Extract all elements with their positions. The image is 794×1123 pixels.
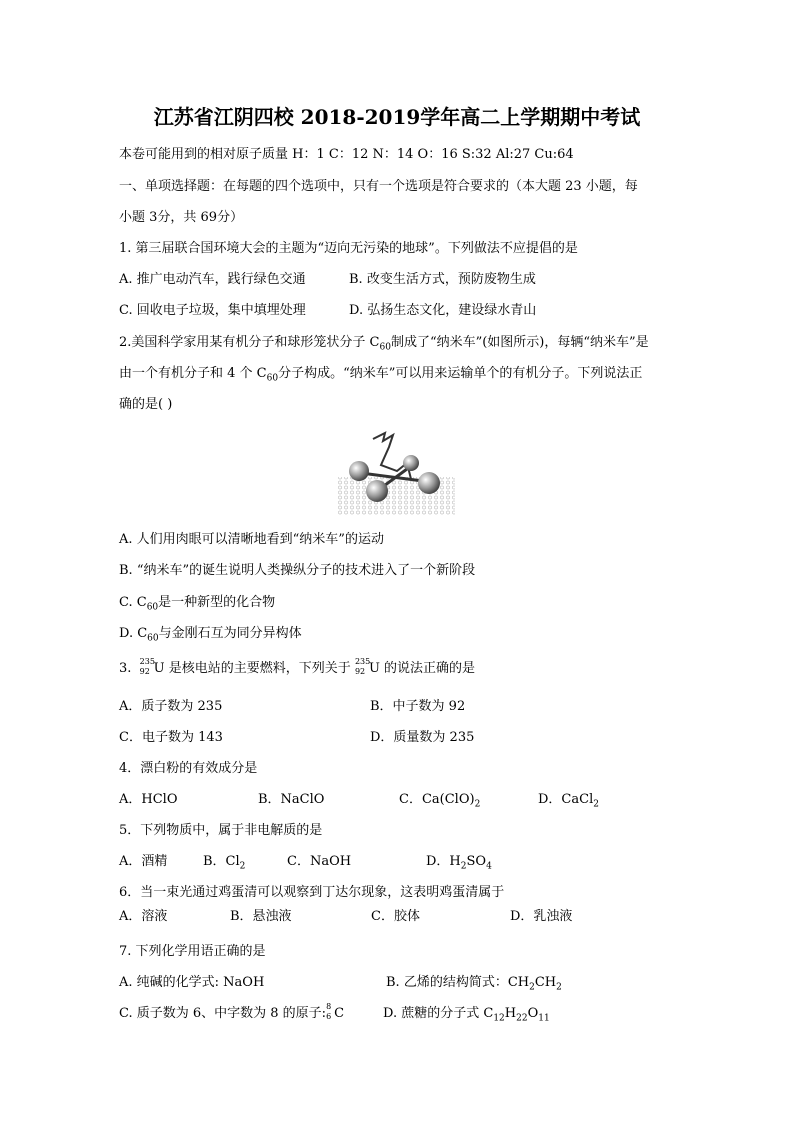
nanocar-figure <box>337 425 455 515</box>
q3-option-a: A．质子数为 235 <box>119 699 223 714</box>
q3-option-c: C．电子数为 143 <box>119 730 223 745</box>
nuclide-notation: 8 6 <box>326 1002 332 1021</box>
q4-option-b: B．NaClO <box>258 792 325 807</box>
q1-option-a: A. 推广电动汽车，践行绿色交通 <box>119 272 306 287</box>
q2-stem-line2: 由一个有机分子和 4 个 $C_{60}$分子构成。“纳米车”可以用来运输单个的有机分子。下列说法正 <box>119 366 643 384</box>
q6-option-b: B．悬浊液 <box>230 909 292 924</box>
q1-stem: 1. 第三届联合国环境大会的主题为“迈向无污染的地球”。下列做法不应提倡的是 <box>119 241 578 256</box>
nuclide-notation: 235 92 <box>354 657 371 676</box>
atomic-masses: 本卷可能用到的相对原子质量 H：1 C：12 N：14 O：16 S:32 Al:27 Cu:64 <box>119 147 574 162</box>
q2-stem-line1: 2.美国科学家用某有机分子和球形笼状分子 $C_{60}$制成了“纳米车”(如图所示)，每辆“纳米车”是 <box>119 335 649 353</box>
q5-option-a: A．酒精 <box>119 854 168 869</box>
q6-option-d: D．乳浊液 <box>510 909 573 924</box>
q5-option-b: B．$Cl_2$ <box>203 854 246 872</box>
q4-stem: 4．漂白粉的有效成分是 <box>119 761 258 776</box>
q2-option-b: B. “纳米车”的诞生说明人类操纵分子的技术进入了一个新阶段 <box>119 563 476 578</box>
q7-option-a: A. 纯碱的化学式: NaOH <box>119 975 265 990</box>
q5-option-c: C．NaOH <box>287 854 352 869</box>
q5-option-d: D．$H_2SO_4$ <box>426 854 492 872</box>
section1-heading-line2: 小题 3分，共 69分） <box>119 210 244 225</box>
q4-option-d: D．CaCl$_2$ <box>538 792 599 810</box>
q6-option-a: A．溶液 <box>119 909 168 924</box>
q2-option-d: D. $C_{60}$与金刚石互为同分异构体 <box>119 626 302 644</box>
q3-option-d: D．质量数为 235 <box>370 730 475 745</box>
q4-option-c: C．$Ca(ClO)_2$ <box>399 792 481 810</box>
q2-option-a: A. 人们用肉眼可以清晰地看到“纳米车”的运动 <box>119 532 384 547</box>
q1-option-d: D. 弘扬生态文化，建设绿水青山 <box>349 303 537 318</box>
q3-stem: 3. 235 92 U 是核电站的主要燃料，下列关于 235 92 U 的说法正确的是 <box>119 657 476 676</box>
q5-stem: 5．下列物质中，属于非电解质的是 <box>119 823 323 838</box>
q2-option-c: C. $C_{60}$是一种新型的化合物 <box>119 595 276 613</box>
q7-option-b: B. 乙烯的结构简式：$CH_2CH_2$ <box>386 975 562 993</box>
nuclide-notation: 235 92 <box>139 657 155 676</box>
q7-stem: 7. 下列化学用语正确的是 <box>119 944 266 959</box>
q7-option-d: D. 蔗糖的分子式 $C_{12}H_{22}O_{11}$ <box>383 1006 550 1024</box>
exam-title: 江苏省江阴四校 2018-2019学年高二上学期期中考试 <box>153 105 641 129</box>
q6-option-c: C．胶体 <box>371 909 420 924</box>
q4-option-a: A．HClO <box>119 792 178 807</box>
q1-option-b: B. 改变生活方式，预防废物生成 <box>349 272 536 287</box>
q6-stem: 6．当一束光通过鸡蛋清可以观察到丁达尔现象，这表明鸡蛋清属于 <box>119 885 505 900</box>
q2-stem-line3: 确的是( ) <box>119 397 173 412</box>
q3-option-b: B．中子数为 92 <box>370 699 466 714</box>
q7-option-c: C. 质子数为 6、中字数为 8 的原子: 8 6 C <box>119 1002 345 1021</box>
q1-option-c: C. 回收电子垃圾，集中填埋处理 <box>119 303 306 318</box>
section1-heading-line1: 一、单项选择题：在每题的四个选项中，只有一个选项是符合要求的（本大题 23 小题，每 <box>119 179 638 194</box>
